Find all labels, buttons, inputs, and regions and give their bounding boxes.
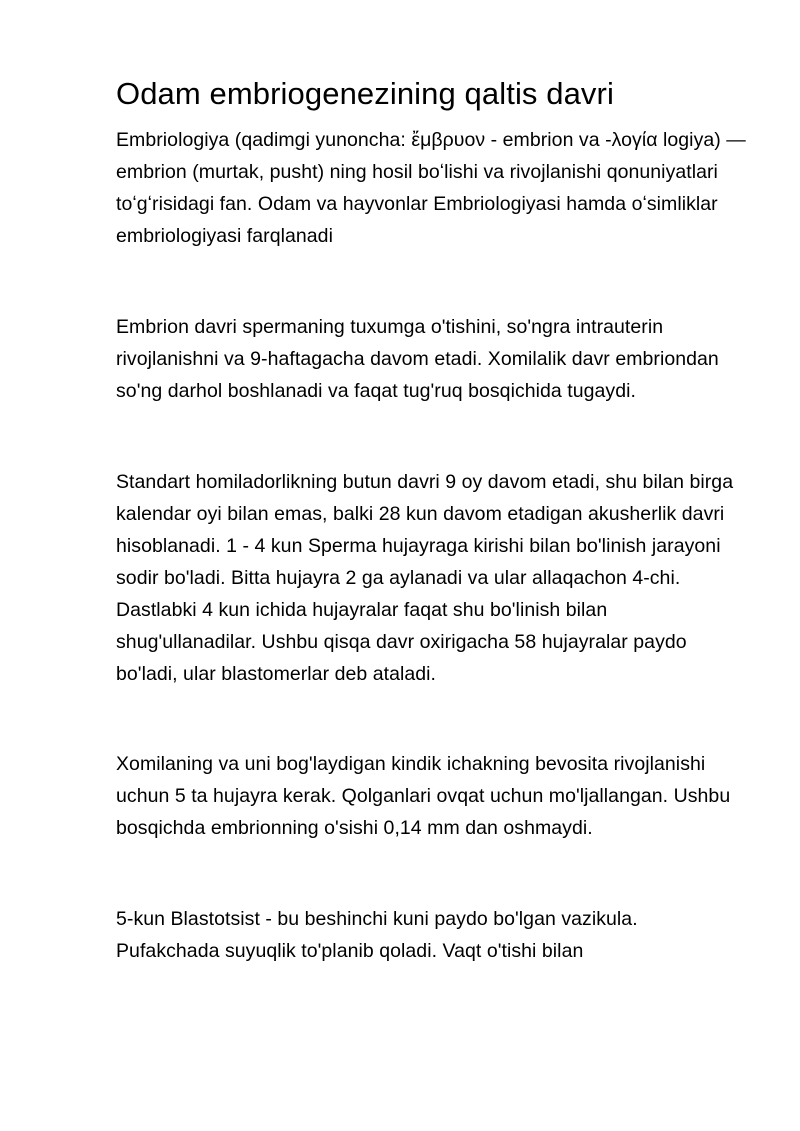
document-page (116, 72, 746, 967)
paragraph-fetal-development: Xomilaning va uni bog'laydigan kindik ichakning bevosita rivojlanishi uchun 5 ta hujayra kerak. Qolganlari ovqat uchun mo'ljallangan. Ushbu bosqichda embrionning o'sishi 0,14 mm dan oshmaydi. (116, 753, 731, 839)
paragraph-pregnancy-duration: Standart homiladorlikning butun davri 9 oy davom etadi, shu bilan birga kalendar oyi bilan emas, balki 28 kun davom etadigan akusherlik davri hisoblanadi. 1 - 4 kun Sperma hujayraga kirishi bilan bo'linish jarayoni sodir bo'ladi. Bitta hujayra 2 ga aylanadi va ular allaqachon 4-chi. Dastlabki 4 kun ichida hujayralar faqat shu bo'linish bilan shug'ullanadilar. Ushbu qisqa davr oxirigacha 58 hujayralar paydo bo'ladi, ular blastomerlar deb ataladi. (116, 471, 734, 685)
paragraph-embryonic-period: Embrion davri spermaning tuxumga o'tishini, so'ngra intrauterin rivojlanishni va 9-haftagacha davom etadi. Xomilalik davr embriondan so'ng darhol boshlanadi va faqat tug'ruq bosqichida tugaydi. (116, 316, 719, 402)
document-title: Odam embriogenezining qaltis davri (116, 76, 614, 111)
paragraph-blastocyst: 5-kun Blastotsist - bu beshinchi kuni paydo bo'lgan vazikula. Pufakchada suyuqlik to'planib qoladi. Vaqt o'tishi bilan (116, 908, 638, 962)
paragraph-embryology-definition: Embriologiya (qadimgi yunoncha: ἔμβρυον - embrion va -λογία logiya) — embrion (murtak, pusht) ning hosil boʻlishi va rivojlanishi qonuniyatlari toʻgʻrisidagi fan. Odam va hayvonlar Embriologiyasi hamda oʻsimliklar embriologiyasi farqlanadi (116, 129, 746, 247)
